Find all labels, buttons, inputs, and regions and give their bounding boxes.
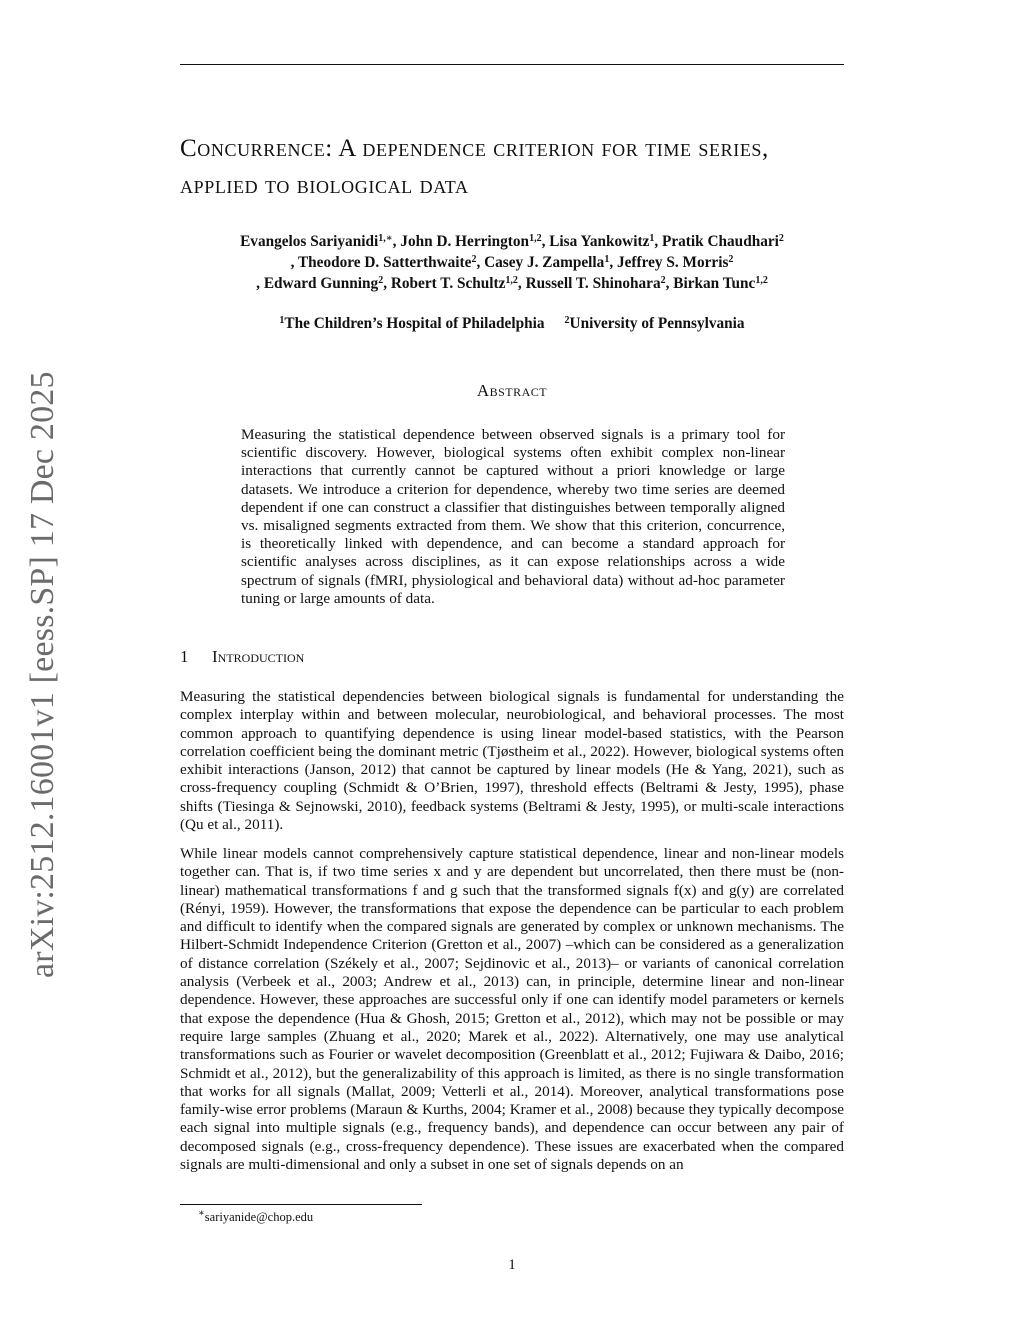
affiliation-chop: The Children’s Hospital of Philadelphia	[284, 315, 545, 332]
affiliation-upenn: University of Pennsylvania	[569, 315, 745, 332]
footnote-rule	[180, 1204, 422, 1205]
author-name: , Edward Gunning	[256, 275, 379, 292]
author-affil-mark: 2	[778, 233, 784, 244]
author-affil-mark: 1	[604, 254, 610, 265]
intro-paragraph-2: While linear models cannot comprehensively capture statistical dependence, linear and non-linear models together can. That is, if two time series x and y are dependent but uncorrelated, then there must be (non-linear) mathematical transformations f and g such that the transformed signals f(x) and g(y) are correlated (Rényi, 1959). However, the transformations that expose the dependence can be particular to each problem and difficult to identify when the compared signals are generated by complex or unknown mechanisms. The Hilbert-Schmidt Independence Criterion (Gretton et al., 2007) –which can be considered as a generalization of distance correlation (Székely et al., 2007; Sejdinovic et al., 2013)– or variants of canonical correlation analysis (Verbeek et al., 2003; Andrew et al., 2013) can, in principle, determine linear and non-linear dependence. However, these approaches are successful only if one can identify model parameters or kernels that expose the dependence (Hua & Ghosh, 2015; Gretton et al., 2012), which may not be possible or may require large samples (Zhuang et al., 2020; Marek et al., 2022). Alternatively, one may use analytical transformations such as Fourier or wavelet decomposition (Greenblatt et al., 2012; Fujiwara & Daibo, 2016; Schmidt et al., 2012), but the generalizability of this approach is limited, as there is no single transformation that works for all signals (Mallat, 2009; Vetterli et al., 2014). Moreover, analytical transformations pose family-wise error problems (Maraun & Kurths, 2004; Kramer et al., 2008) because they typically decompose each signal into multiple signals (e.g., frequency bands), and dependence can occur between any pair of decomposed signals (e.g., cross-frequency dependence). These issues are exacerbated when the compared signals are multi-dimensional and only a subset in one set of signals depends on an	[180, 845, 844, 1174]
top-rule	[180, 64, 844, 65]
author-name: , Pratik Chaudhari	[654, 233, 779, 250]
section-heading	[180, 647, 304, 667]
footnote-email[interactable]: sariyanide@chop.edu	[204, 1210, 314, 1224]
author-name: , Robert T. Schultz	[383, 275, 506, 292]
author-name: , Jeffrey S. Morris	[609, 254, 729, 271]
author-name: , John D. Herrington	[392, 233, 530, 250]
author-name: , Russell T. Shinohara	[517, 275, 661, 292]
author-affil-mark: 1,2	[755, 275, 768, 286]
author-name: , Lisa Yankowitz	[541, 233, 650, 250]
abstract-heading: Abstract	[476, 381, 548, 400]
author-affil-mark: 1,∗	[378, 233, 393, 244]
author-affil-mark: 2	[471, 254, 477, 265]
author-affil-mark: 2	[378, 275, 384, 286]
footnote	[198, 1210, 313, 1225]
abstract-text: Measuring the statistical dependence between observed signals is a primary tool for scientific discovery. However, biological systems often exhibit complex non-linear interactions that currently cannot be captured without a priori knowledge or large datasets. We introduce a criterion for dependence, whereby two time series are deemed dependent if one can construct a classifier that distinguishes between temporally aligned vs. misaligned segments extracted from them. We show that this criterion, concurrence, is theoretically linked with dependence, and can become a standard approach for scientific analyses across disciplines, as it can expose relationships across a wide spectrum of signals (fMRI, physiological and behavioral data) without ad-hoc parameter tuning or large amounts of data.	[241, 426, 785, 607]
arxiv-stamp[interactable]: arXiv:2512.16001v1 [eess.SP] 17 Dec 2025	[24, 371, 61, 978]
author-name: Evangelos Sariyanidi	[240, 233, 379, 250]
section-number: 1	[180, 647, 189, 666]
intro-paragraph-1: Measuring the statistical dependencies between biological signals is fundamental for understanding the complex interplay within and between molecular, neurobiological, and behavioral processes. The most common approach to quantifying dependence is using linear model-based statistics, with the Pearson correlation coefficient being the dominant metric (Tjøstheim et al., 2022). However, biological systems often exhibit interactions (Janson, 2012) that cannot be captured by linear models (He & Yang, 2021), such as cross-frequency coupling (Schmidt & O’Brien, 1997), threshold effects (Beltrami & Jesty, 1995), phase shifts (Tiesinga & Sejnowski, 2010), feedback systems (Beltrami & Jesty, 1995), or multi-scale interactions (Qu et al., 2011).	[180, 688, 844, 834]
affiliations	[180, 314, 844, 334]
section-title: Introduction	[212, 647, 305, 666]
author-affil-mark: 1	[649, 233, 655, 244]
author-affil-mark: 2	[660, 275, 666, 286]
author-affil-mark: 1,2	[529, 233, 542, 244]
page-number: 1	[508, 1257, 516, 1273]
author-affil-mark: 1,2	[505, 275, 518, 286]
affil-mark: 2	[564, 315, 570, 326]
paper-title: Concurrence: A dependence criterion for time series, applied to biological data	[180, 135, 769, 199]
author-name: , Theodore D. Satterthwaite	[290, 254, 472, 271]
author-list	[180, 231, 844, 294]
author-affil-mark: 2	[728, 254, 734, 265]
footnote-mark: ∗	[198, 1208, 205, 1219]
affil-mark: 1	[279, 315, 285, 326]
author-name: , Casey J. Zampella	[476, 254, 605, 271]
author-name: , Birkan Tunc	[665, 275, 756, 292]
